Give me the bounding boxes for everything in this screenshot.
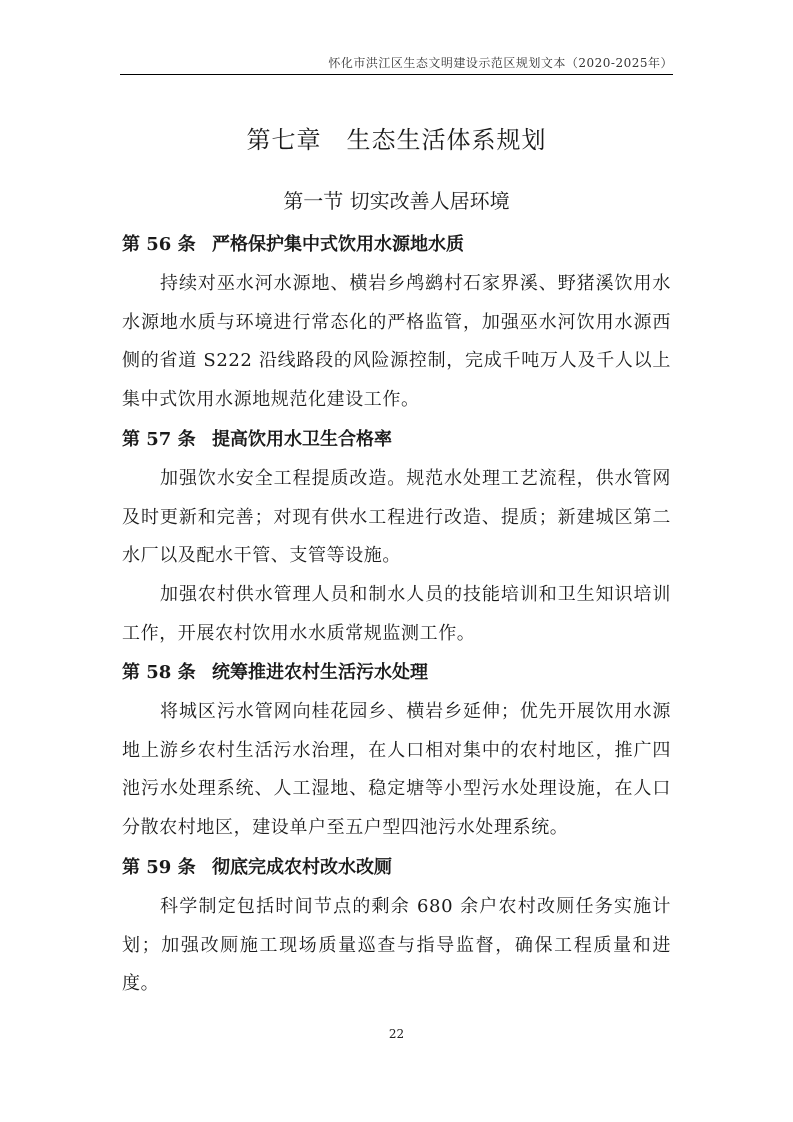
- article-56-paragraph: 持续对巫水河水源地、横岩乡鸬鹚村石家界溪、野猪溪饮用水水源地水质与环境进行常态化的严格监管，加强巫水河饮用水源西侧的省道 S222 沿线路段的风险源控制，完成千吨万人及千人以上集中式饮用水源地规范化建设工作。: [122, 273, 671, 410]
- article-title: 统筹推进农村生活污水处理: [212, 662, 428, 683]
- article-number: 第 56 条: [122, 234, 196, 255]
- article-number: 第 58 条: [122, 662, 196, 683]
- article-title: 彻底完成农村改水改厕: [212, 857, 392, 878]
- running-header: 怀化市洪江区生态文明建设示范区规划文本（2020-2025年）: [328, 56, 673, 70]
- article-57-heading: [122, 427, 671, 453]
- page-number: 22: [388, 1027, 405, 1041]
- header-divider: [120, 74, 673, 75]
- article-58-heading: [122, 660, 671, 686]
- section-title: 第一节 切实改善人居环境: [283, 189, 510, 213]
- article-number: 第 57 条: [122, 429, 196, 450]
- article-59-paragraph: 科学制定包括时间节点的剩余 680 余户农村改厕任务实施计划；加强改厕施工现场质量巡查与指导监督，确保工程质量和进度。: [122, 896, 671, 994]
- article-number: 第 59 条: [122, 857, 196, 878]
- article-title: 提高饮用水卫生合格率: [212, 429, 392, 450]
- chapter-title: 第七章 生态生活体系规划: [246, 126, 547, 154]
- article-59-heading: [122, 855, 671, 881]
- article-58-paragraph: 将城区污水管网向桂花园乡、横岩乡延伸；优先开展饮用水源地上游乡农村生活污水治理，在人口相对集中的农村地区，推广四池污水处理系统、人工湿地、稳定塘等小型污水处理设施，在人口分散农村地区，建设单户至五户型四池污水处理系统。: [122, 701, 671, 838]
- article-title: 严格保护集中式饮用水源地水质: [212, 234, 464, 255]
- article-57-paragraph-1: 加强饮水安全工程提质改造。规范水处理工艺流程，供水管网及时更新和完善；对现有供水工程进行改造、提质；新建城区第二水厂以及配水干管、支管等设施。: [122, 468, 671, 566]
- article-56-heading: [122, 232, 671, 258]
- article-57-paragraph-2: 加强农村供水管理人员和制水人员的技能培训和卫生知识培训工作，开展农村饮用水水质常规监测工作。: [122, 584, 671, 644]
